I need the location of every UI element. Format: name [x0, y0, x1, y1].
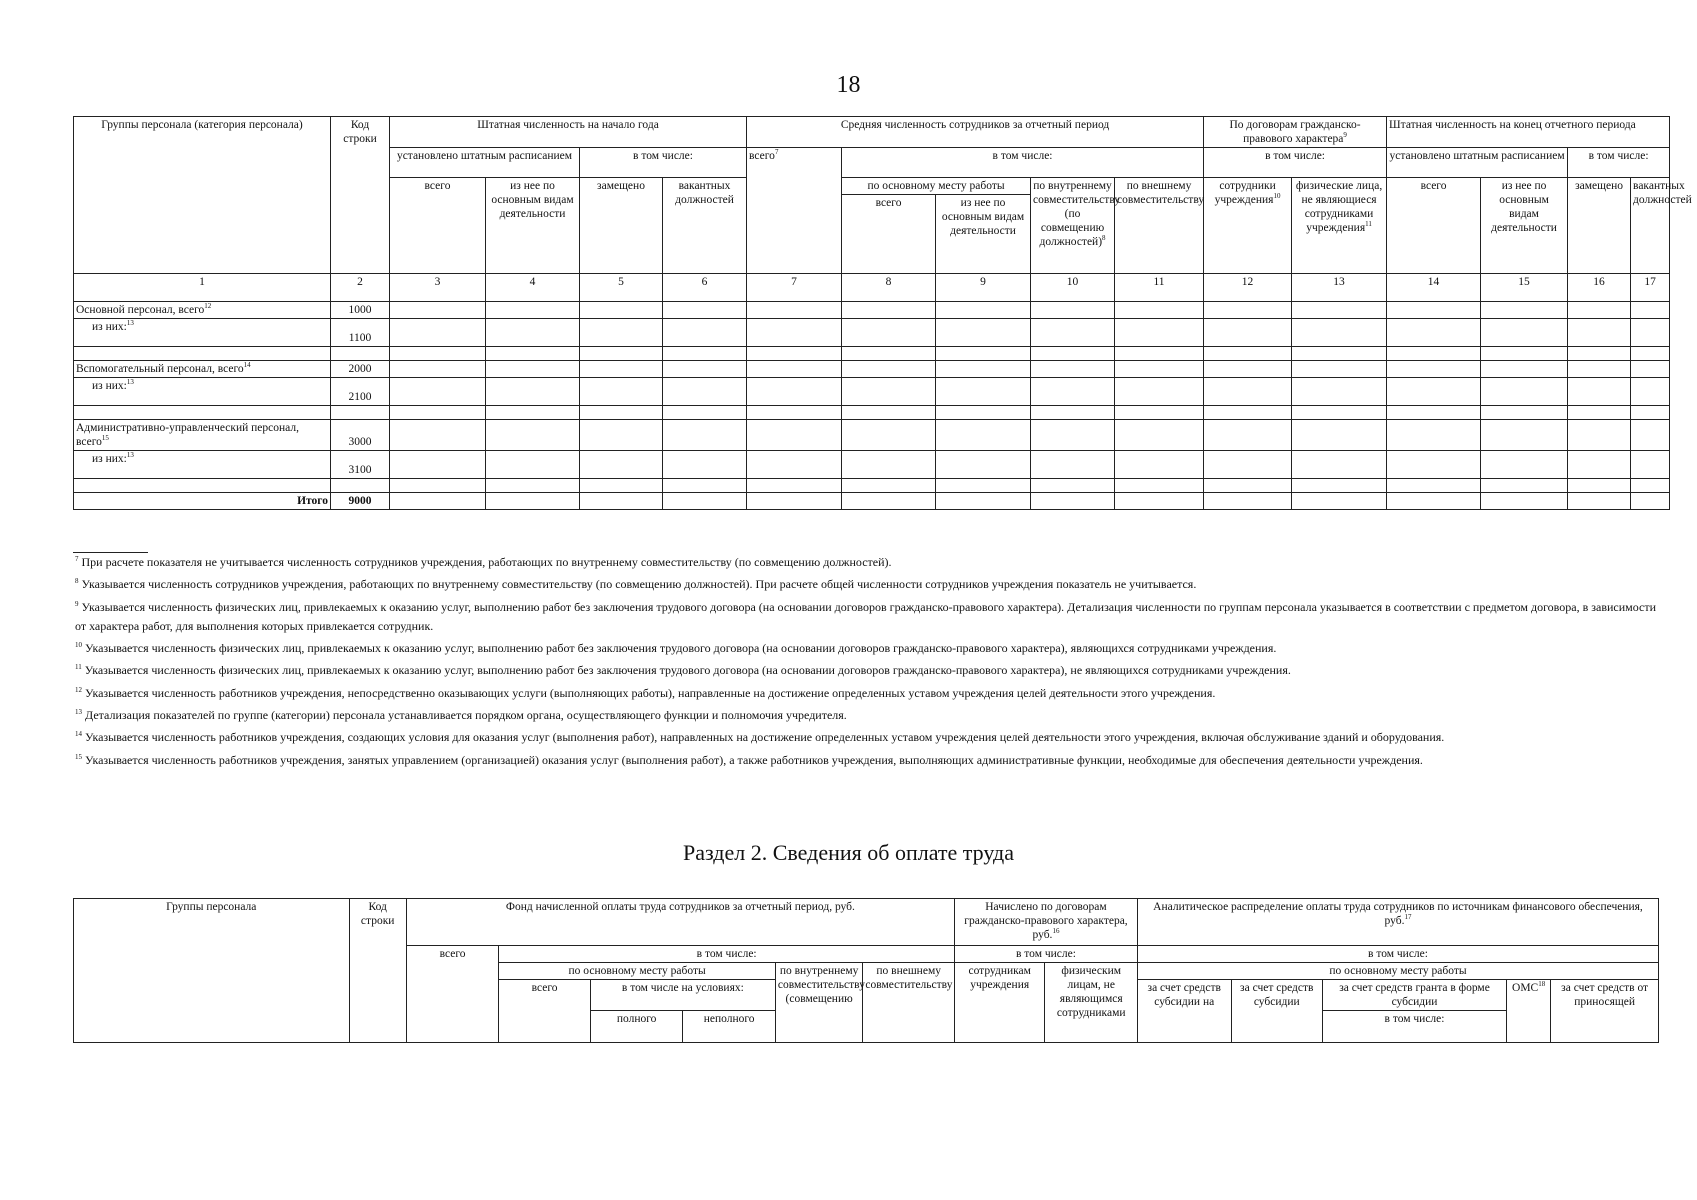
- table-cell[interactable]: [1631, 479, 1670, 493]
- table-cell[interactable]: [390, 302, 486, 319]
- table-cell[interactable]: [1292, 406, 1387, 420]
- table-cell[interactable]: [1568, 319, 1631, 347]
- table-cell[interactable]: [1031, 420, 1115, 451]
- table-cell[interactable]: [1292, 319, 1387, 347]
- footnote: $^{11}$ Указывается численность физических лиц, привлекаемых к оказанию услуг, выполнению работ без заключения трудового договора (на основании договоров гражданско-правового характера), не являющихся сотрудниками учреждения.: [75, 663, 1291, 678]
- table-cell[interactable]: [486, 347, 580, 361]
- table-row: [74, 479, 1670, 493]
- table-row: [74, 493, 1670, 510]
- wage-header-main-total: всего: [499, 980, 591, 1043]
- wage-header-including: в том числе:: [499, 946, 955, 963]
- row-code: 2100: [331, 378, 390, 406]
- table-cell[interactable]: [1387, 347, 1481, 361]
- header-average-staff: Средняя численность сотрудников за отчетный период: [747, 117, 1204, 148]
- row-label: [74, 406, 331, 420]
- table-cell[interactable]: [1292, 378, 1387, 406]
- table-cell[interactable]: [1292, 451, 1387, 479]
- table-cell[interactable]: [842, 347, 936, 361]
- row-label: из них:$^{13}$: [74, 451, 331, 479]
- table-cell[interactable]: [1031, 347, 1115, 361]
- header-gph-individuals: физические лица, не являющиеся сотрудниками учреждения$^{11}$: [1292, 178, 1387, 274]
- table-cell[interactable]: [1204, 451, 1292, 479]
- wage-header-income: за счет средств от приносящей: [1551, 980, 1659, 1043]
- header-staff-start: Штатная численность на начало года: [390, 117, 747, 148]
- column-number: 12: [1204, 274, 1292, 302]
- table-cell[interactable]: [1292, 347, 1387, 361]
- table-cell[interactable]: [936, 451, 1031, 479]
- table-cell[interactable]: [936, 493, 1031, 510]
- column-numbers-row: [74, 274, 1670, 302]
- table-cell[interactable]: [486, 302, 580, 319]
- column-number: 2: [331, 274, 390, 302]
- table-cell[interactable]: [842, 420, 936, 451]
- table-cell[interactable]: [936, 347, 1031, 361]
- table-row: [74, 302, 1670, 319]
- table-cell[interactable]: [1631, 406, 1670, 420]
- table-cell[interactable]: [842, 302, 936, 319]
- wage-header-main-workplace: по основному месту работы: [499, 963, 776, 980]
- table-cell[interactable]: [1031, 451, 1115, 479]
- wage-header-subsidy-task: за счет средств субсидии на: [1137, 980, 1231, 1043]
- table-cell[interactable]: [936, 361, 1031, 378]
- footnotes: [75, 553, 1665, 773]
- header-established-end: установлено штатным расписанием: [1387, 148, 1568, 178]
- table-cell[interactable]: [1292, 493, 1387, 510]
- table-cell[interactable]: [842, 451, 936, 479]
- table-cell[interactable]: [747, 493, 842, 510]
- header-gph-including: в том числе:: [1204, 148, 1387, 178]
- table-cell[interactable]: [1115, 361, 1204, 378]
- header-main-total: всего: [842, 195, 936, 274]
- table-cell[interactable]: [747, 302, 842, 319]
- table-row: [74, 347, 1670, 361]
- table-cell[interactable]: [390, 451, 486, 479]
- table-cell[interactable]: [1481, 479, 1568, 493]
- table-cell[interactable]: [1115, 378, 1204, 406]
- table-cell[interactable]: [1481, 302, 1568, 319]
- table-cell[interactable]: [747, 319, 842, 347]
- table-cell[interactable]: [390, 361, 486, 378]
- table-cell[interactable]: [842, 493, 936, 510]
- table-cell[interactable]: [1292, 479, 1387, 493]
- header-established: установлено штатным расписанием: [390, 148, 580, 178]
- section-2-title: Раздел 2. Сведения об оплате труда: [683, 840, 1014, 865]
- table-cell[interactable]: [1031, 479, 1115, 493]
- table-cell[interactable]: [1204, 479, 1292, 493]
- wage-header-grant-including: в том числе:: [1323, 1011, 1507, 1043]
- row-label: Итого: [74, 493, 331, 510]
- header-including: в том числе:: [580, 148, 747, 178]
- table-cell[interactable]: [842, 319, 936, 347]
- table-cell[interactable]: [1631, 302, 1670, 319]
- table-cell[interactable]: [1031, 493, 1115, 510]
- table-cell[interactable]: [747, 347, 842, 361]
- table-cell[interactable]: [663, 451, 747, 479]
- table-cell[interactable]: [1204, 302, 1292, 319]
- table-cell[interactable]: [580, 406, 663, 420]
- table-cell[interactable]: [390, 479, 486, 493]
- table-cell[interactable]: [580, 420, 663, 451]
- header-staff-group: Группы персонала (категория персонала): [74, 117, 331, 274]
- table-cell[interactable]: [1387, 406, 1481, 420]
- header-start-filled: замещено: [580, 178, 663, 274]
- page-number: 18: [836, 72, 861, 98]
- table-cell[interactable]: [580, 319, 663, 347]
- table-cell[interactable]: [486, 378, 580, 406]
- table-cell[interactable]: [1481, 451, 1568, 479]
- footnote: $^{10}$ Указывается численность физических лиц, привлекаемых к оказанию услуг, выполнению работ без заключения трудового договора (на основании договоров гражданско-правового характера), являющихся сотрудниками учреждения.: [75, 641, 1277, 656]
- header-main-workplace: по основному месту работы: [842, 178, 1031, 195]
- table-row: [74, 378, 1670, 406]
- wage-header-row-code: Код строки: [349, 899, 406, 1043]
- table-cell[interactable]: [1568, 479, 1631, 493]
- header-avg-including: в том числе:: [842, 148, 1204, 178]
- column-number: 9: [936, 274, 1031, 302]
- table-cell[interactable]: [1115, 319, 1204, 347]
- table-cell[interactable]: [580, 493, 663, 510]
- table-cell[interactable]: [1387, 378, 1481, 406]
- footnote: $^{13}$ Детализация показателей по группе (категории) персонала устанавливается порядком органа, осуществляющего функции и полномочия учредителя.: [75, 708, 847, 723]
- wage-header-gph-individuals: физическим лицам, не являющимся сотрудниками: [1045, 963, 1138, 1043]
- header-civil-contracts: По договорам гражданско-правового характера$^9$: [1204, 117, 1387, 148]
- table-cell[interactable]: [936, 420, 1031, 451]
- table-cell[interactable]: [1387, 493, 1481, 510]
- row-code: [331, 479, 390, 493]
- table-cell[interactable]: [390, 319, 486, 347]
- table-cell[interactable]: [842, 406, 936, 420]
- table-cell[interactable]: [1481, 420, 1568, 451]
- table-cell[interactable]: [1204, 319, 1292, 347]
- row-code: 9000: [331, 493, 390, 510]
- wage-header-full-time: полного: [590, 1011, 683, 1043]
- table-cell[interactable]: [663, 347, 747, 361]
- header-end-core: из нее по основным видам деятельности: [1481, 178, 1568, 274]
- footnote: $^9$ Указывается численность физических лиц, привлекаемых к оказанию услуг, выполнению работ без заключения трудового договора (на основании договоров гражданско-правового характера). Детализация численности по группам персонала указывается в соответствии с предметом договора, в зависимости от характера работ, для выполнения которых привлекается сотрудник.: [75, 599, 1657, 633]
- table-cell[interactable]: [1115, 420, 1204, 451]
- row-label: Основной персонал, всего$^{12}$: [74, 302, 331, 319]
- table-cell[interactable]: [1115, 493, 1204, 510]
- row-label: Вспомогательный персонал, всего$^{14}$: [74, 361, 331, 378]
- table-cell[interactable]: [663, 406, 747, 420]
- wage-header-oms: ОМС$^{18}$: [1507, 980, 1551, 1043]
- column-number: 17: [1631, 274, 1670, 302]
- header-end-total: всего: [1387, 178, 1481, 274]
- header-end-vacant: вакантных должностей: [1631, 178, 1670, 274]
- table-cell[interactable]: [663, 361, 747, 378]
- table-cell[interactable]: [1481, 493, 1568, 510]
- table-cell[interactable]: [1387, 361, 1481, 378]
- header-end-filled: замещено: [1568, 178, 1631, 274]
- column-number: 13: [1292, 274, 1387, 302]
- column-number: 1: [74, 274, 331, 302]
- header-avg-total: всего$^7$: [747, 148, 842, 274]
- table-cell[interactable]: [1292, 302, 1387, 319]
- table-cell[interactable]: [1568, 347, 1631, 361]
- table-cell[interactable]: [486, 479, 580, 493]
- row-label: Административно-управленческий персонал, всего$^{15}$: [74, 420, 331, 451]
- table-cell[interactable]: [842, 361, 936, 378]
- table-row: [74, 406, 1670, 420]
- table-cell[interactable]: [1631, 319, 1670, 347]
- table-cell[interactable]: [1568, 493, 1631, 510]
- table-cell[interactable]: [936, 302, 1031, 319]
- table-row: [74, 420, 1670, 451]
- column-number: 14: [1387, 274, 1481, 302]
- wage-header-internal: по внутреннему совместительству (совмещению: [775, 963, 862, 1043]
- table-cell[interactable]: [486, 406, 580, 420]
- table-cell[interactable]: [1387, 479, 1481, 493]
- header-external-combination: по внешнему совместительству: [1115, 178, 1204, 274]
- table-cell[interactable]: [390, 406, 486, 420]
- wage-header-gph: Начислено по договорам гражданско-правового характера, руб.$^{16}$: [954, 899, 1137, 946]
- wage-header-gph-employees: сотрудникам учреждения: [954, 963, 1045, 1043]
- column-number: 3: [390, 274, 486, 302]
- table-cell[interactable]: [747, 451, 842, 479]
- table-cell[interactable]: [1568, 406, 1631, 420]
- table-cell[interactable]: [486, 420, 580, 451]
- column-number: 10: [1031, 274, 1115, 302]
- wage-header-analytic-including: в том числе:: [1137, 946, 1658, 963]
- table-cell[interactable]: [663, 302, 747, 319]
- table-cell[interactable]: [1631, 451, 1670, 479]
- table-cell[interactable]: [1204, 420, 1292, 451]
- table-cell[interactable]: [842, 378, 936, 406]
- table-cell[interactable]: [1481, 347, 1568, 361]
- header-end-including: в том числе:: [1568, 148, 1670, 178]
- footnote: $^8$ Указывается численность сотрудников учреждения, работающих по внутреннему совместительству (по совмещению должностей). При расчете общей численности сотрудников учреждения показатель не учитывается.: [75, 577, 1197, 592]
- table-row: [74, 361, 1670, 378]
- row-code: 3000: [331, 420, 390, 451]
- table-cell[interactable]: [486, 319, 580, 347]
- table-cell[interactable]: [580, 302, 663, 319]
- table-cell[interactable]: [1387, 319, 1481, 347]
- row-label: из них:$^{13}$: [74, 319, 331, 347]
- table-cell[interactable]: [1631, 347, 1670, 361]
- wage-header-fund: Фонд начисленной оплаты труда сотрудников за отчетный период, руб.: [406, 899, 954, 946]
- table-cell[interactable]: [1568, 420, 1631, 451]
- staff-numbers-table: [73, 116, 1692, 510]
- table-cell[interactable]: [1568, 378, 1631, 406]
- table-cell[interactable]: [747, 420, 842, 451]
- table-cell[interactable]: [1115, 302, 1204, 319]
- table-cell[interactable]: [580, 451, 663, 479]
- table-cell[interactable]: [747, 479, 842, 493]
- header-main-core: из нее по основным видам деятельности: [936, 195, 1031, 274]
- wage-header-staff-group: Группы персонала: [74, 899, 350, 1043]
- table-cell[interactable]: [747, 361, 842, 378]
- column-number: 7: [747, 274, 842, 302]
- row-code: 1000: [331, 302, 390, 319]
- wage-header-grant: за счет средств гранта в форме субсидии: [1323, 980, 1507, 1011]
- wage-header-part-time: неполного: [683, 1011, 776, 1043]
- table-cell[interactable]: [1204, 347, 1292, 361]
- header-gph-employees: сотрудники учреждения$^{10}$: [1204, 178, 1292, 274]
- table-cell[interactable]: [1031, 361, 1115, 378]
- table-cell[interactable]: [663, 319, 747, 347]
- table-cell[interactable]: [1481, 361, 1568, 378]
- table-cell[interactable]: [663, 420, 747, 451]
- header-row-code: Код строки: [331, 117, 390, 274]
- table-cell[interactable]: [1568, 302, 1631, 319]
- table-cell[interactable]: [1631, 361, 1670, 378]
- table-cell[interactable]: [1481, 378, 1568, 406]
- table-cell[interactable]: [1031, 302, 1115, 319]
- table-row: [74, 319, 1670, 347]
- table-cell[interactable]: [1292, 420, 1387, 451]
- table-cell[interactable]: [486, 493, 580, 510]
- table-cell[interactable]: [1481, 406, 1568, 420]
- table-cell[interactable]: [1292, 361, 1387, 378]
- table-cell[interactable]: [1204, 493, 1292, 510]
- table-cell[interactable]: [1631, 420, 1670, 451]
- table-cell[interactable]: [1387, 420, 1481, 451]
- table-cell[interactable]: [936, 319, 1031, 347]
- footnote: $^{14}$ Указывается численность работников учреждения, создающих условия для оказания услуг (выполнения работ), направленных на достижение определенных уставом учреждения целей деятельности этого учреждения, включая обслуживание зданий и оборудования.: [75, 730, 1445, 745]
- footnote: $^7$ При расчете показателя не учитывается численность сотрудников учреждения, работающих по внутреннему совместительству (по совмещению должностей).: [75, 555, 892, 569]
- table-cell[interactable]: [747, 406, 842, 420]
- table-cell[interactable]: [936, 406, 1031, 420]
- wage-fund-table: [73, 898, 1659, 1043]
- table-cell[interactable]: [1568, 361, 1631, 378]
- table-cell[interactable]: [663, 479, 747, 493]
- table-cell[interactable]: [1115, 479, 1204, 493]
- table-cell[interactable]: [580, 479, 663, 493]
- row-code: 2000: [331, 361, 390, 378]
- table-cell[interactable]: [1204, 361, 1292, 378]
- column-number: 15: [1481, 274, 1568, 302]
- wage-header-total: всего: [406, 946, 499, 1043]
- row-code: 3100: [331, 451, 390, 479]
- wage-header-analytic: Аналитическое распределение оплаты труда сотрудников по источникам финансового обеспечения, руб.$^{17}$: [1137, 899, 1658, 946]
- row-code: 1100: [331, 319, 390, 347]
- column-number: 5: [580, 274, 663, 302]
- column-number: 16: [1568, 274, 1631, 302]
- table-cell[interactable]: [580, 361, 663, 378]
- column-number: 8: [842, 274, 936, 302]
- table-cell[interactable]: [486, 451, 580, 479]
- table-cell[interactable]: [486, 361, 580, 378]
- table-cell[interactable]: [1631, 378, 1670, 406]
- row-code: [331, 406, 390, 420]
- table-cell[interactable]: [390, 347, 486, 361]
- table-cell[interactable]: [936, 479, 1031, 493]
- table-cell[interactable]: [1031, 319, 1115, 347]
- row-code: [331, 347, 390, 361]
- table-cell[interactable]: [936, 378, 1031, 406]
- row-label: [74, 479, 331, 493]
- row-label: из них:$^{13}$: [74, 378, 331, 406]
- table-cell[interactable]: [1031, 378, 1115, 406]
- table-cell[interactable]: [1115, 347, 1204, 361]
- wage-header-conditions: в том числе на условиях:: [590, 980, 775, 1011]
- table-cell[interactable]: [1631, 493, 1670, 510]
- table-cell[interactable]: [580, 347, 663, 361]
- table-row: [74, 451, 1670, 479]
- table-cell[interactable]: [390, 493, 486, 510]
- row-label: [74, 347, 331, 361]
- header-start-core: из нее по основным видам деятельности: [486, 178, 580, 274]
- table-cell[interactable]: [1204, 406, 1292, 420]
- table-cell[interactable]: [663, 493, 747, 510]
- table-cell[interactable]: [663, 378, 747, 406]
- header-staff-end: Штатная численность на конец отчетного периода: [1387, 117, 1670, 148]
- table-cell[interactable]: [580, 378, 663, 406]
- table-cell[interactable]: [1568, 451, 1631, 479]
- header-start-total: всего: [390, 178, 486, 274]
- wage-header-subsidy: за счет средств субсидии: [1231, 980, 1323, 1043]
- wage-header-analytic-main: по основному месту работы: [1137, 963, 1658, 980]
- header-start-vacant: вакантных должностей: [663, 178, 747, 274]
- table-cell[interactable]: [1115, 451, 1204, 479]
- table-cell[interactable]: [1031, 406, 1115, 420]
- wage-header-external: по внешнему совместительству: [863, 963, 955, 1043]
- table-cell[interactable]: [1387, 451, 1481, 479]
- column-number: 6: [663, 274, 747, 302]
- table-cell[interactable]: [1387, 302, 1481, 319]
- column-number: 4: [486, 274, 580, 302]
- table-cell[interactable]: [390, 378, 486, 406]
- table-cell[interactable]: [842, 479, 936, 493]
- wage-header-gph-including: в том числе:: [954, 946, 1137, 963]
- header-internal-combination: по внутреннему совместительству (по совмещению должностей)$^8$: [1031, 178, 1115, 274]
- footnote: $^{15}$ Указывается численность работников учреждения, занятых управлением (организацией) оказания услуг (выполнения работ), а также работников учреждения, выполняющих административные функции, необходимые для обеспечения деятельности учреждения.: [75, 752, 1423, 767]
- footnote: $^{12}$ Указывается численность работников учреждения, непосредственно оказывающих услуги (выполняющих работы), направленные на достижение определенных уставом учреждения целей деятельности этого учреждения.: [75, 685, 1216, 700]
- table-cell[interactable]: [747, 378, 842, 406]
- table-cell[interactable]: [1115, 406, 1204, 420]
- table-cell[interactable]: [390, 420, 486, 451]
- table-cell[interactable]: [1481, 319, 1568, 347]
- column-number: 11: [1115, 274, 1204, 302]
- table-cell[interactable]: [1204, 378, 1292, 406]
